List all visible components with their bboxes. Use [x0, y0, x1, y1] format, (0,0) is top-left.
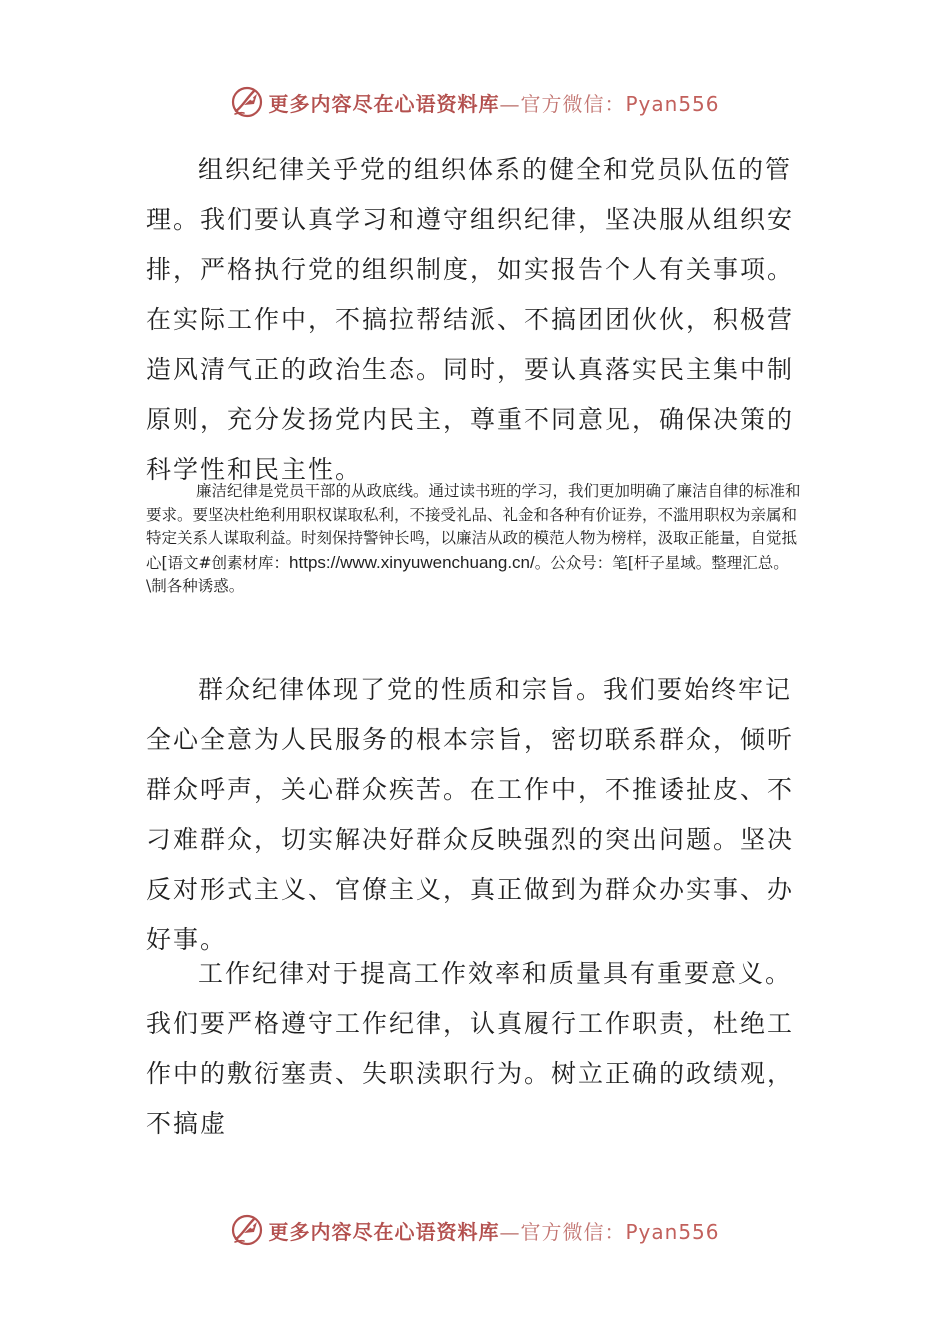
footer-banner	[0, 1208, 950, 1252]
paragraph-integrity-tail: 。公众号：笔[杆子星域。整理汇总。\制各种诱惑。	[146, 553, 789, 595]
banner-text	[268, 88, 719, 117]
banner-dash: —	[499, 1219, 521, 1244]
banner-main-text: 更多内容尽在心语资料库	[268, 1219, 500, 1244]
banner-wechat-label: 官方微信：	[520, 91, 626, 116]
banner-main-text: 更多内容尽在心语资料库	[268, 91, 500, 116]
banner-wechat-label: 官方微信：	[520, 1219, 626, 1244]
paragraph-integrity-discipline	[146, 480, 806, 599]
banner-wechat-id: Pyan556	[625, 91, 720, 116]
banner-wechat-id: Pyan556	[625, 1219, 720, 1244]
banner-dash: —	[499, 91, 521, 116]
paragraph-mass-discipline: 群众纪律体现了党的性质和宗旨。我们要始终牢记全心全意为人民服务的根本宗旨，密切联系群众，倾听群众呼声，关心群众疾苦。在工作中，不推诿扯皮、不刁难群众，切实解决好群众反映强烈的突出问题。坚决反对形式主义、官僚主义，真正做到为群众办实事、办好事。	[146, 675, 795, 954]
pen-nib-circle-icon	[230, 1213, 264, 1247]
paragraph-work-discipline: 工作纪律对于提高工作效率和质量具有重要意义。我们要严格遵守工作纪律，认真履行工作职责，杜绝工作中的敷衍塞责、失职渎职行为。树立正确的政绩观，不搞虚	[146, 959, 795, 1138]
header-banner	[0, 80, 950, 124]
banner-text	[268, 1216, 719, 1245]
paragraph-organizational-discipline: 组织纪律关乎党的组织体系的健全和党员队伍的管理。我们要认真学习和遵守组织纪律，坚决服从组织安排，严格执行党的组织制度，如实报告个人有关事项。在实际工作中，不搞拉帮结派、不搞团团伙伙，积极营造风清气正的政治生态。同时，要认真落实民主集中制原则，充分发扬党内民主，尊重不同意见，确保决策的科学性和民主性。	[146, 155, 795, 484]
pen-nib-circle-icon	[230, 85, 264, 119]
paragraph-integrity-text: 廉洁纪律是党员干部的从政底线。通过读书班的学习，我们更加明确了廉洁自律的标准和要求。要坚决杜绝利用职权谋取私利，不接受礼品、礼金和各种有价证券，不滥用职权为亲属和特定关系人谋取利益。时刻保持警钟长鸣，以廉洁从政的模范人物为榜样，汲取正能量，自觉抵心[语文#创素材库：	[146, 482, 801, 572]
source-url-link[interactable]: https://www.xinyuwenchuang.cn/	[289, 552, 535, 572]
